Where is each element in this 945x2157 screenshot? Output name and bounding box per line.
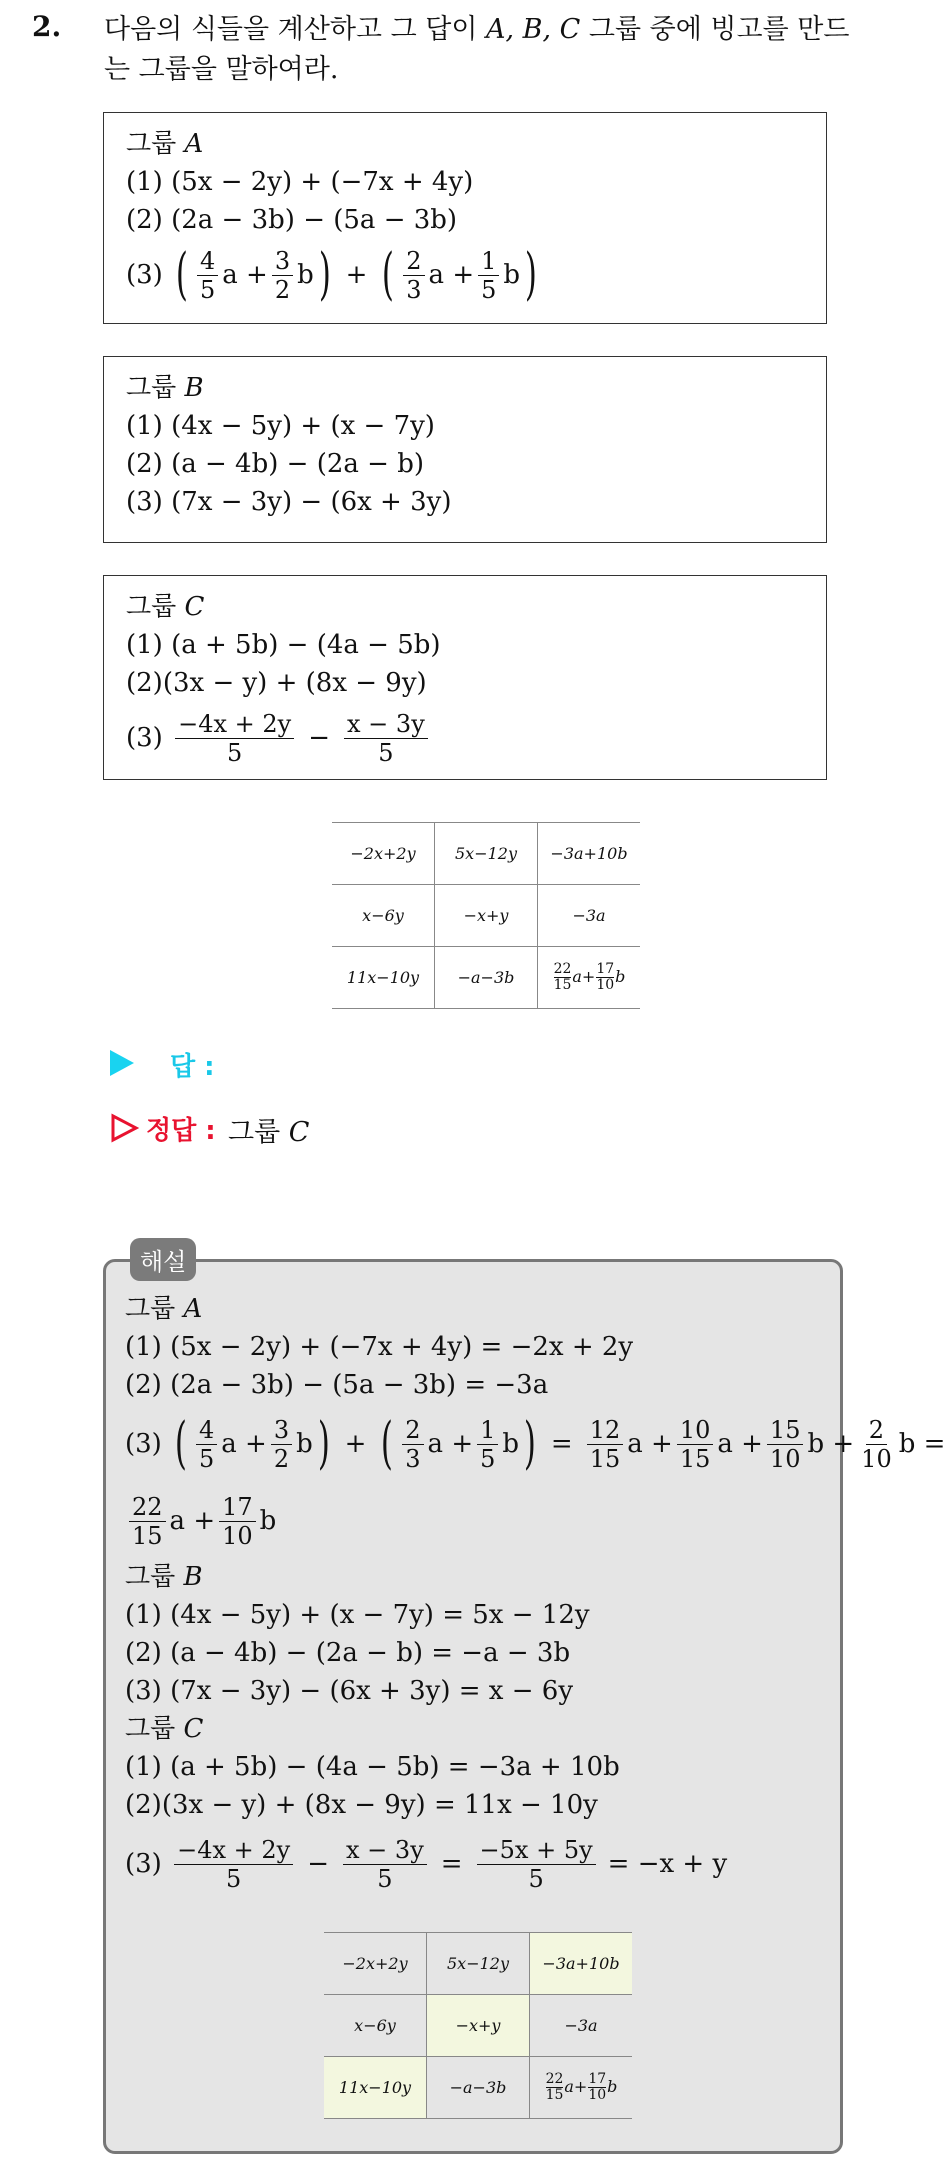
bingo-board (332, 822, 640, 1009)
group-a-problem-1: (1) (5x − 2y) + (−7x + 4y) (126, 167, 474, 197)
solution-a-3: (3) ( $\frac{4}{5}$ a + $\frac{3}{2}$ b ) + ( $\frac{2}{3}$ a + $\frac{1}{5}$ b ) = $\frac{12}{15}$ a + $\frac{10}{15}$ a + $\frac{15}{10}$ b + $\frac{2}{10}$ b = (125, 1411, 945, 1476)
bingo-cell: $\frac{22}{15}$ a+ $\frac{17}{10}$ b (538, 947, 641, 1009)
group-c-box (103, 575, 827, 780)
solution-b-title: 그룹 B (125, 1562, 203, 1592)
group-c-problem-3: (3) $\frac{-4x + 2y}{5}$ − $\frac{x - 3y}{5}$ (126, 702, 804, 774)
bingo-cell: −2x+2y (332, 823, 435, 885)
bingo-cell: −x+y (435, 885, 538, 947)
group-c-problem-1: (1) (a + 5b) − (4a − 5b) (126, 630, 441, 660)
solution-b-1: (1) (4x − 5y) + (x − 7y) = 5x − 12y (125, 1600, 590, 1630)
group-a-title: 그룹 A (126, 129, 204, 159)
group-a-box (103, 112, 827, 324)
solution-a-2: (2) (2a − 3b) − (5a − 3b) = −3a (125, 1370, 549, 1400)
question-text: 다음의 식들을 계산하고 그 답이 A, B, C 그룹 중에 빙고를 만드는 그룹을 말하여라. (104, 14, 850, 85)
solution-c-1: (1) (a + 5b) − (4a − 5b) = −3a + 10b (125, 1752, 620, 1782)
group-b-box (103, 356, 827, 543)
bingo-cell-highlighted: 11x−10y (324, 2057, 427, 2119)
solution-a-1: (1) (5x − 2y) + (−7x + 4y) = −2x + 2y (125, 1332, 634, 1362)
bingo-cell: x−6y (324, 1995, 427, 2057)
solution-b-3: (3) (7x − 3y) − (6x + 3y) = x − 6y (125, 1676, 574, 1706)
group-a-problem-3: (3) ( $\frac{4}{5}$ a + $\frac{3}{2}$ b ) + ( $\frac{2}{3}$ a + $\frac{1}{5}$ b ) (126, 242, 537, 307)
solution-a-3-result: $\frac{22}{15}$ a + $\frac{17}{10}$ b (125, 1484, 830, 1558)
bingo-cell: −3a (538, 885, 641, 947)
solution-bingo-board (324, 1932, 632, 2119)
bingo-cell: −a−3b (435, 947, 538, 1009)
bingo-cell: 5x−12y (427, 1933, 530, 1995)
bingo-cell: x−6y (332, 885, 435, 947)
bingo-cell-highlighted: −3a+10b (530, 1933, 633, 1995)
bingo-cell-highlighted: −x+y (427, 1995, 530, 2057)
group-b-title: 그룹 B (126, 373, 204, 403)
question-number: 2. (32, 10, 62, 43)
bingo-cell: 5x−12y (435, 823, 538, 885)
group-b-problem-2: (2) (a − 4b) − (2a − b) (126, 449, 424, 479)
solution-c-3: (3) $\frac{-4x + 2y}{5}$ − $\frac{x - 3y}{5}$ = $\frac{-5x + 5y}{5}$ = −x + y (125, 1835, 728, 1893)
group-a-problem-2: (2) (2a − 3b) − (5a − 3b) (126, 205, 458, 235)
play-arrow-icon (110, 1050, 134, 1076)
outline-arrow-icon (110, 1113, 140, 1143)
bingo-cell: −a−3b (427, 2057, 530, 2119)
solution-c-2: (2)(3x − y) + (8x − 9y) = 11x − 10y (125, 1790, 598, 1820)
solution-body (125, 1290, 945, 1904)
solution-tag: 해설 (130, 1238, 196, 1281)
correct-answer-value: 그룹 C (228, 1117, 310, 1148)
group-b-problem-1: (1) (4x − 5y) + (x − 7y) (126, 411, 435, 441)
bingo-cell: 11x−10y (332, 947, 435, 1009)
bingo-cell: −2x+2y (324, 1933, 427, 1995)
group-b-problem-3: (3) (7x − 3y) − (6x + 3y) (126, 487, 452, 517)
answer-label: 답 : (170, 1052, 215, 1082)
group-c-problem-2: (2)(3x − y) + (8x − 9y) (126, 668, 427, 698)
solution-c-title: 그룹 C (125, 1714, 204, 1744)
bingo-cell: −3a (530, 1995, 633, 2057)
bingo-cell: $\frac{22}{15}$ a+ $\frac{17}{10}$ b (530, 2057, 633, 2119)
group-c-title: 그룹 C (126, 592, 205, 622)
correct-answer-label: 정답 : (146, 1116, 216, 1146)
solution-a-title: 그룹 A (125, 1294, 203, 1324)
solution-b-2: (2) (a − 4b) − (2a − b) = −a − 3b (125, 1638, 571, 1668)
bingo-cell: −3a+10b (538, 823, 641, 885)
